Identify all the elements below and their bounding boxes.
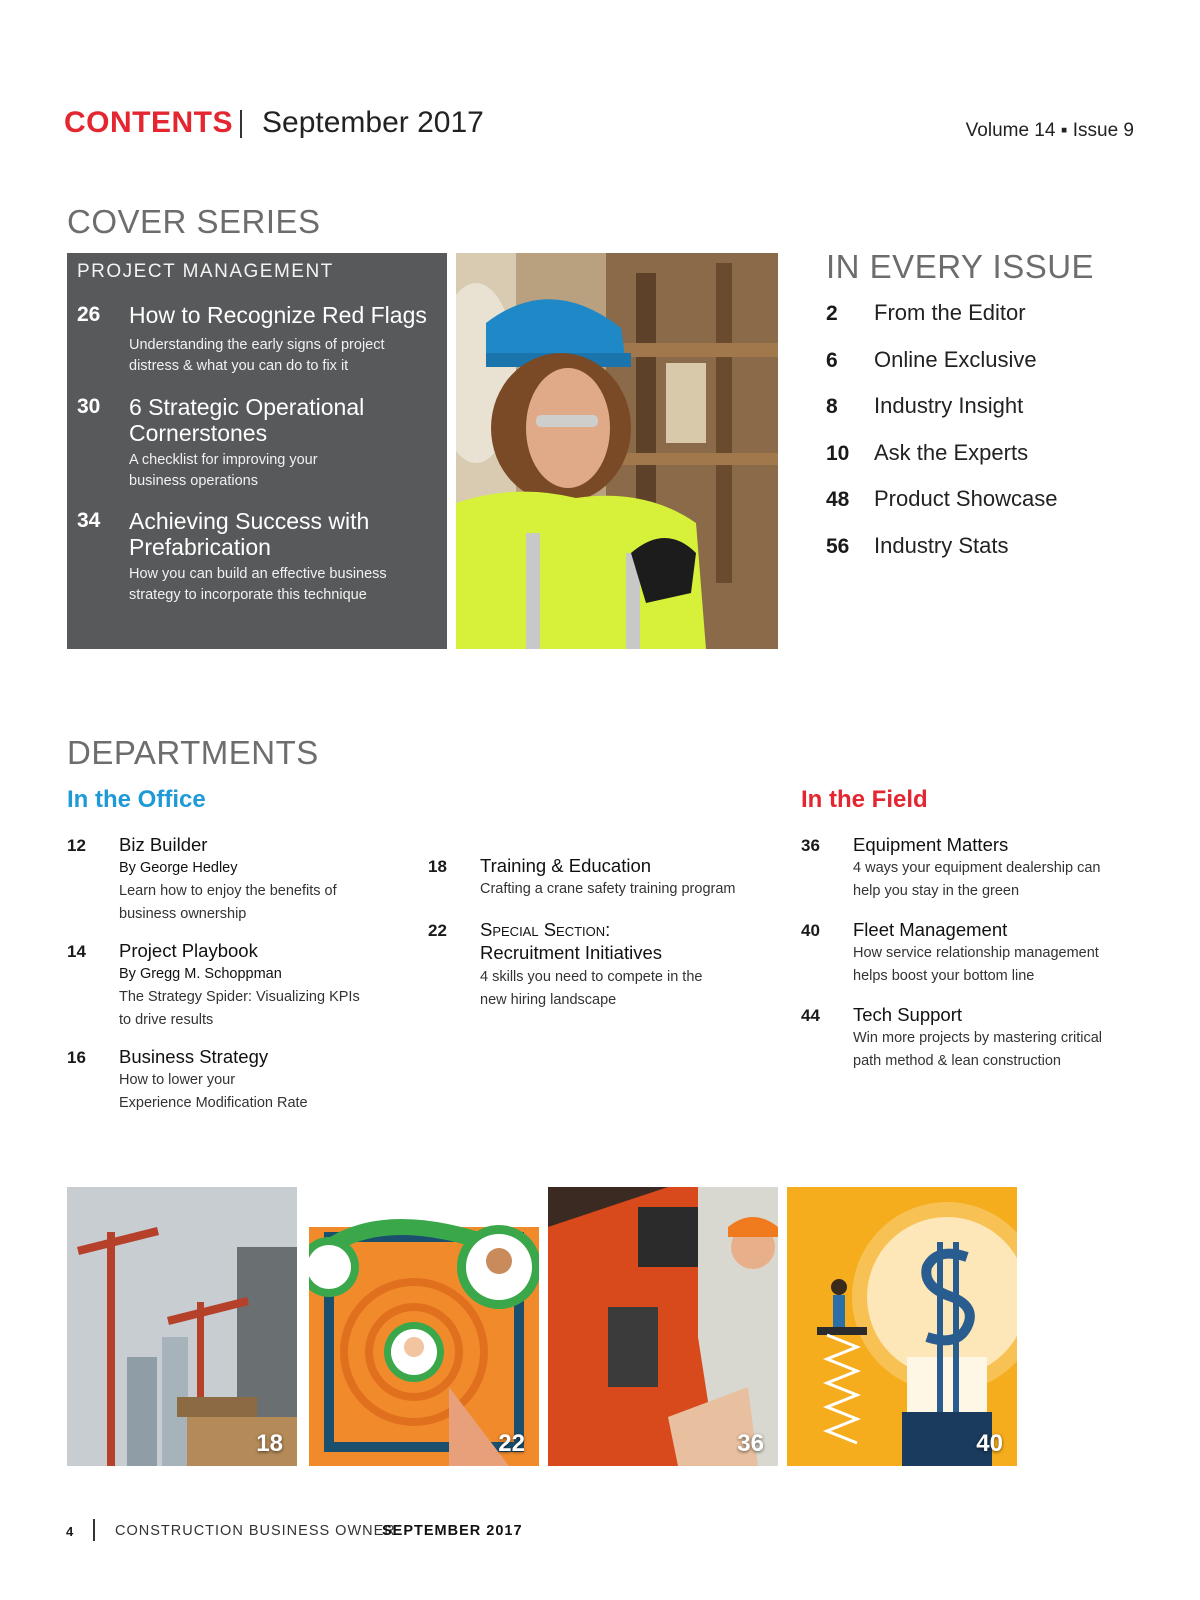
thumbnail-page: 36 (737, 1430, 764, 1457)
cover-series-box (67, 253, 447, 649)
volume-issue: Volume 14 ▪ Issue 9 (965, 120, 1134, 141)
cover-item-title: Cornerstones (129, 420, 268, 446)
item-label: From the Editor (874, 300, 1026, 325)
item-page: 56 (826, 534, 850, 558)
dept-byline: By George Hedley (119, 860, 238, 876)
item-page: 8 (826, 395, 838, 419)
dept-title: Project Playbook (119, 940, 258, 961)
dept-desc: help you stay in the green (853, 883, 1020, 899)
dept-desc: helps boost your bottom line (853, 968, 1035, 984)
thumbnail-page: 22 (498, 1430, 525, 1457)
dept-desc: How service relationship management (853, 945, 1099, 961)
thumbnail-page: 18 (256, 1430, 283, 1457)
dept-section-label: Special Section: (480, 919, 611, 940)
cover-item-title: Achieving Success with (129, 508, 370, 534)
item-page: 2 (826, 302, 838, 325)
dept-title: Recruitment Initiatives (480, 942, 662, 963)
dept-desc: Win more projects by mastering critical (853, 1030, 1102, 1046)
cover-category: PROJECT MANAGEMENT (77, 261, 334, 282)
item-page: 10 (826, 441, 850, 465)
cover-series-title: COVER SERIES (67, 203, 321, 240)
thumbnail-recruitment[interactable] (309, 1187, 539, 1466)
crane-skyline-photo-icon (67, 1187, 297, 1466)
dept-title: Equipment Matters (853, 834, 1009, 855)
item-page: 6 (826, 348, 838, 372)
item-label: Industry Stats (874, 532, 1009, 558)
cover-item-title: 6 Strategic Operational (129, 394, 365, 420)
recruitment-network-illustration-icon (309, 1187, 539, 1466)
cover-item-page: 26 (77, 303, 101, 326)
cover-item-subtitle: Understanding the early signs of project (129, 337, 385, 353)
page-header (64, 106, 1134, 146)
departments-title: DEPARTMENTS (67, 734, 319, 771)
in-every-issue-title: IN EVERY ISSUE (826, 248, 1095, 285)
item-page: 48 (826, 488, 850, 512)
thumbnail-equipment[interactable] (548, 1187, 778, 1466)
equipment-mechanic-photo-icon (548, 1187, 778, 1466)
dept-page: 44 (801, 1006, 820, 1025)
footer-publication: CONSTRUCTION BUSINESS OWNER (115, 1523, 396, 1539)
dept-title: Tech Support (853, 1004, 963, 1025)
header-divider (240, 110, 242, 138)
cover-item-subtitle: A checklist for improving your (129, 452, 318, 468)
thumbnail-lightbulb[interactable] (787, 1187, 1017, 1466)
list-item[interactable] (826, 347, 1146, 394)
in-every-issue-list (826, 300, 1146, 580)
list-item[interactable] (826, 533, 1146, 580)
dept-desc: Experience Modification Rate (119, 1095, 308, 1111)
lightbulb-dollar-illustration-icon (787, 1187, 1017, 1466)
footer-divider (93, 1519, 95, 1541)
dept-title: Biz Builder (119, 834, 208, 855)
cover-item-page: 34 (77, 509, 101, 532)
list-item[interactable] (826, 486, 1146, 533)
dept-desc: to drive results (119, 1012, 214, 1028)
thumbnail-page: 40 (976, 1430, 1003, 1457)
footer-page-number: 4 (66, 1524, 74, 1539)
dept-byline: By Gregg M. Schoppman (119, 966, 282, 982)
cover-item-subtitle: business operations (129, 473, 258, 489)
dept-desc: Learn how to enjoy the benefits of (119, 883, 337, 899)
dept-page: 22 (428, 921, 447, 940)
dept-desc: new hiring landscape (480, 992, 617, 1008)
list-item[interactable] (826, 300, 1146, 347)
dept-desc: business ownership (119, 906, 247, 922)
item-label: Product Showcase (874, 486, 1058, 512)
cover-item-subtitle: distress & what you can do to fix it (129, 358, 349, 374)
footer-issue: SEPTEMBER 2017 (382, 1523, 523, 1539)
in-the-office-heading: In the Office (67, 786, 206, 813)
dept-page: 36 (801, 836, 820, 855)
list-item[interactable] (826, 440, 1146, 487)
dept-desc: Crafting a crane safety training program (480, 881, 736, 897)
item-label: Industry Insight (874, 393, 1024, 419)
cover-item-page: 30 (77, 395, 101, 418)
dept-title: Business Strategy (119, 1046, 269, 1067)
contents-label: CONTENTS (64, 106, 233, 139)
dept-desc: 4 skills you need to compete in the (480, 969, 703, 985)
cover-item-title: How to Recognize Red Flags (129, 302, 427, 328)
dept-title: Training & Education (480, 855, 652, 876)
cover-item-subtitle: How you can build an effective business (129, 566, 387, 582)
thumbnail-crane-skyline[interactable] (67, 1187, 297, 1466)
cover-item-subtitle: strategy to incorporate this technique (129, 587, 367, 603)
page-footer (66, 1519, 666, 1543)
dept-page: 14 (67, 942, 86, 961)
dept-title: Fleet Management (853, 919, 1008, 940)
dept-desc: The Strategy Spider: Visualizing KPIs (119, 989, 360, 1005)
item-label: Ask the Experts (874, 439, 1029, 465)
list-item[interactable] (826, 393, 1146, 440)
dept-page: 40 (801, 921, 820, 940)
item-label: Online Exclusive (874, 346, 1037, 372)
issue-date: September 2017 (262, 106, 484, 139)
dept-page: 12 (67, 836, 86, 855)
dept-desc: 4 ways your equipment dealership can (853, 860, 1101, 876)
in-the-field-heading: In the Field (801, 786, 928, 813)
dept-page: 18 (428, 857, 447, 876)
cover-item-title: Prefabrication (129, 534, 271, 560)
dept-desc: path method & lean construction (853, 1053, 1061, 1069)
dept-desc: How to lower your (119, 1072, 236, 1088)
dept-page: 16 (67, 1048, 86, 1067)
cover-photo (456, 253, 778, 649)
